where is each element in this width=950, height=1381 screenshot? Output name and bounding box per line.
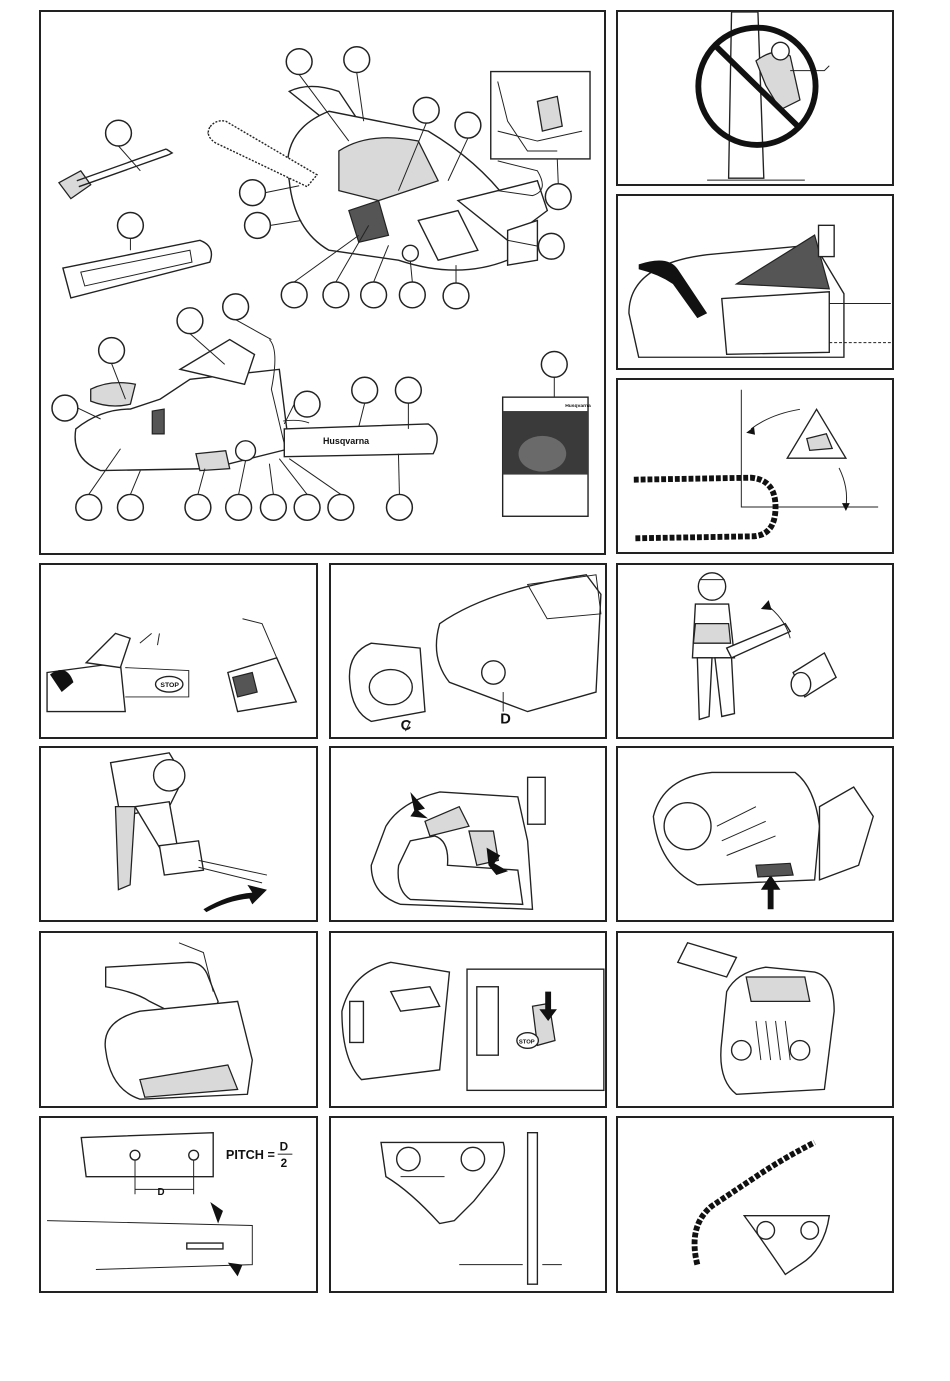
label-d: D <box>500 711 511 728</box>
saw-chain-drawing <box>618 1118 892 1291</box>
pitch-formula: PITCH = <box>225 1148 275 1163</box>
chain-brake-panel <box>616 194 894 370</box>
chain-pitch-drawing <box>41 1118 316 1291</box>
chain-brake-activation-panel <box>39 563 318 739</box>
stop-switch-label: STOP <box>518 1039 535 1046</box>
chainsaw-side-illustration <box>75 340 437 471</box>
chain-pitch-panel <box>39 1116 318 1293</box>
operators-manual-illustration <box>503 397 591 516</box>
saw-chain-panel <box>616 1116 894 1293</box>
chain-brake-activation-drawing <box>41 565 316 737</box>
rear-handle-guard-drawing <box>41 933 316 1106</box>
kickback-zone-drawing <box>618 380 892 552</box>
bar-guard-illustration <box>63 240 212 298</box>
bending-operator-panel <box>39 746 318 922</box>
dimension-d: D <box>157 1187 165 1199</box>
manual-brand-text: Husqvarna <box>565 404 591 410</box>
parts-overview-drawing <box>41 12 604 553</box>
air-filter-panel <box>616 931 894 1108</box>
pitch-denominator: 2 <box>280 1156 288 1170</box>
air-filter-drawing <box>618 933 892 1106</box>
brand-logo-bar: Husqvarna <box>322 435 370 446</box>
stop-switch-inset <box>491 72 590 159</box>
throttle-lockout-operator-panel <box>616 563 894 739</box>
throttle-trigger-panel <box>329 746 607 922</box>
drive-link-gauge-drawing <box>331 1118 605 1291</box>
chain-catcher-drawing <box>618 748 892 920</box>
clutch-cover-panel <box>329 563 607 739</box>
stop-switch-panel <box>329 931 607 1108</box>
pitch-numerator: D <box>279 1140 289 1154</box>
stop-label: STOP <box>160 682 179 690</box>
rear-handle-guard-panel <box>39 931 318 1108</box>
operator-figure-drawing <box>618 565 892 737</box>
no-tree-climbing-drawing <box>618 12 892 184</box>
label-c: C <box>400 718 412 735</box>
no-tree-climbing-panel <box>616 10 894 186</box>
kickback-zone-panel <box>616 378 894 554</box>
chain-brake-drawing <box>618 196 892 368</box>
throttle-trigger-drawing <box>331 748 605 920</box>
drive-link-gauge-panel <box>329 1116 607 1293</box>
parts-overview-panel <box>39 10 606 555</box>
bending-operator-drawing <box>41 748 316 920</box>
stop-switch-drawing <box>331 933 605 1106</box>
clutch-cover-drawing <box>331 565 605 737</box>
combination-spanner-illustration <box>59 149 172 199</box>
chain-catcher-panel <box>616 746 894 922</box>
